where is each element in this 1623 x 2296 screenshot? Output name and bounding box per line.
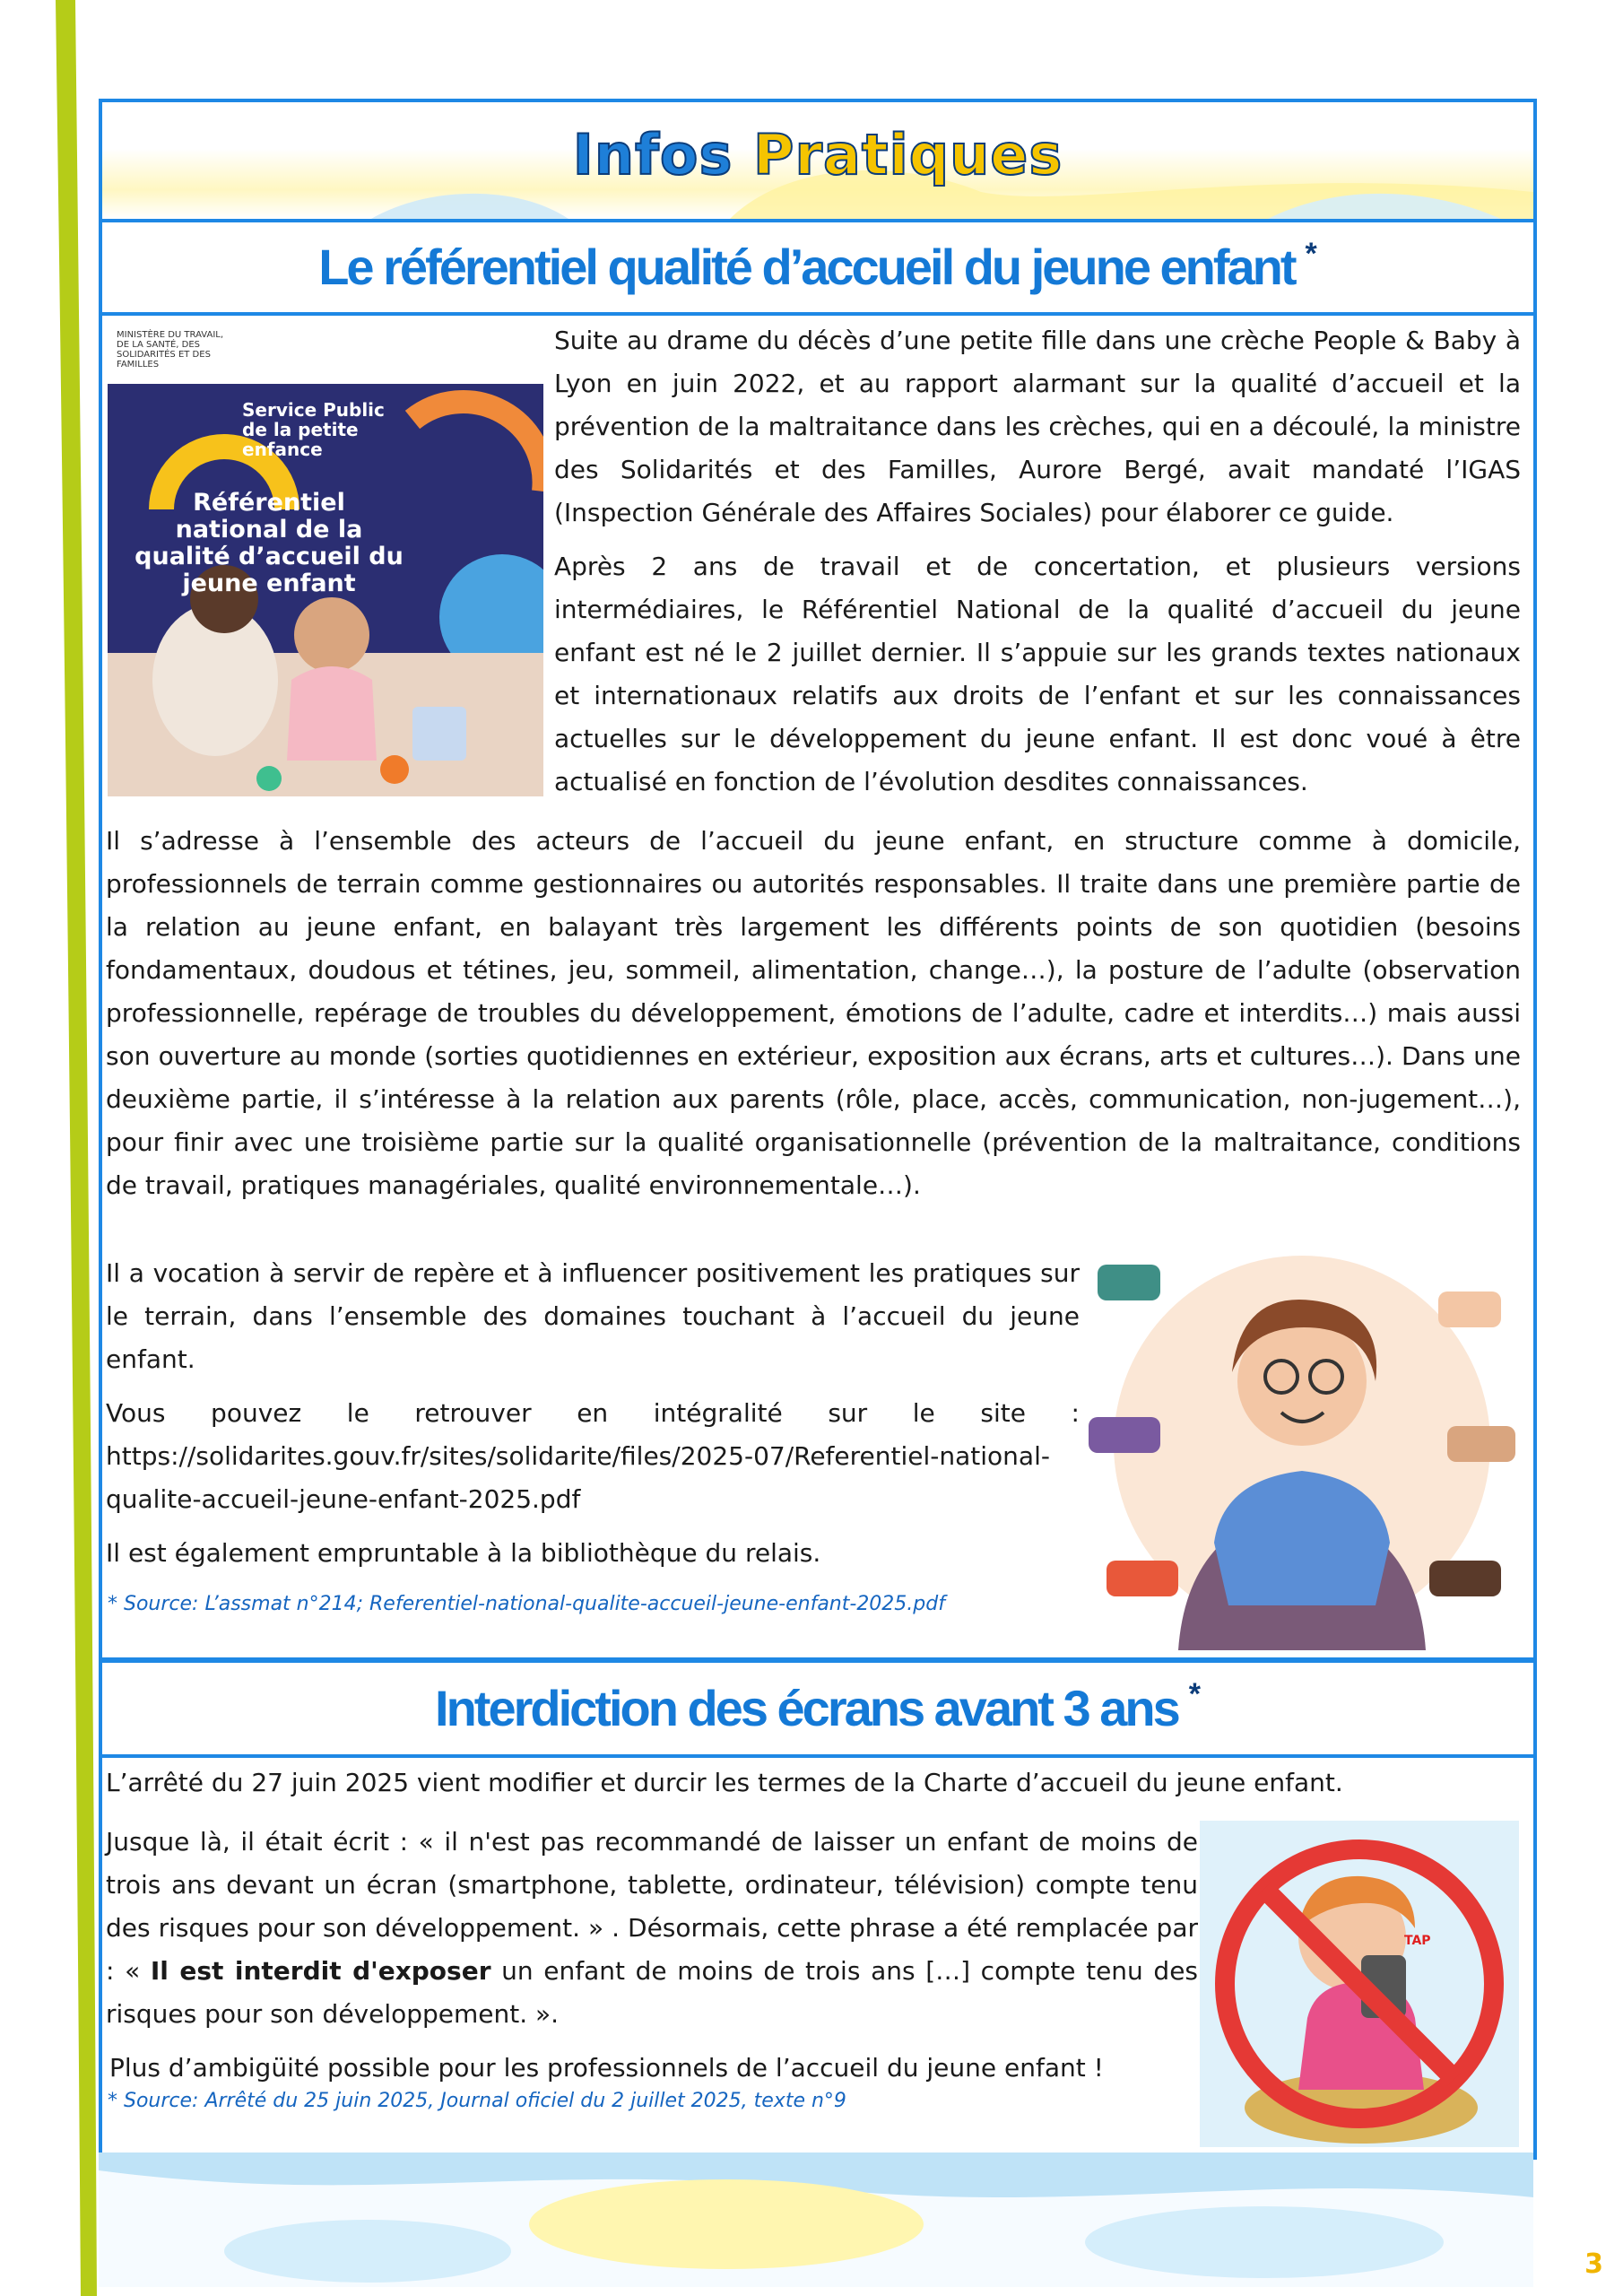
page-number: 3 (1584, 2248, 1603, 2280)
ministry-name: MINISTÈRE DU TRAVAIL, DE LA SANTÉ, DES SOLIDARITÉS ET DES FAMILLES (117, 330, 224, 370)
infos-pratiques-banner (102, 102, 1533, 222)
paragraph-quote: Jusque là, il était écrit : « il n'est pas recommandé de laisser un enfant de moins de trois ans devant un écran (smartphone, tablette, ordinateur, télévision) compte tenu des risques pour son développement. » . Désormais, cette phrase a été remplacée par : « Il est interdit d'exposer un enfant de moins de trois ans […] compte tenu des risques pour son développement. ». (106, 1827, 1199, 2029)
source-note: * Source: L’assmat n°214; Referentiel-national-qualite-accueil-jeune-enfant-2025.pdf (108, 1593, 945, 1615)
ministry-logo (108, 319, 543, 384)
section-title: Interdiction des écrans avant 3 ans * (102, 1663, 1533, 1758)
paragraph: Plus d’ambigüité possible pour les professionnels de l’accueil du jeune enfant ! (109, 2053, 1104, 2083)
source-note: * Source: Arrêté du 25 juin 2025, Journal oficiel du 2 juillet 2025, texte n°9 (108, 2090, 846, 2112)
decorative-stripe (56, 0, 97, 2296)
text-content (106, 820, 1521, 1218)
no-screen-illustration (1200, 1821, 1519, 2147)
text-intro (554, 319, 1521, 814)
bottom-decoration (99, 2152, 1533, 2287)
section-referentiel (99, 99, 1537, 1661)
paragraph: Il s’adresse à l’ensemble des acteurs de l’accueil du jeune enfant, en structure comme à domicile, professionnels de terrain comme gestionnaires ou autorités responsables. Il traite dans une première partie de la relation au jeune enfant, en balayant très largement les différents points de son quotidien (besoins fondamentaux, doudous et tétines, jeu, sommeil, alimentation, change…), la posture de l’adulte (observation professionnelle, repérage de troubles du développement, émotions de l’adulte, cadre et interdits…) mais aussi son ouverture au monde (sorties quotidiennes en extérieur, exposition aux écrans, arts et cultures…). Dans une deuxième partie, il s’intéresse à la relation aux parents (rôle, place, accès, communication, non-jugement…), pour finir avec une troisième partie sur la qualité organisationnelle (prévention de la maltraitance, conditions de travail, pratiques managériales, qualité environnementale…). (106, 826, 1521, 1200)
section-title: Le référentiel qualité d’accueil du jeune enfant * (102, 222, 1533, 316)
banner-title: Infos Pratiques (572, 122, 1063, 187)
paragraph-link: Vous pouvez le retrouver en intégralité sur le site : https://solidarites.gouv.fr/sites/solidarite/files/2025-07/Referentiel-national-qualite-accueil-jeune-enfant-2025.pdf (106, 1398, 1080, 1514)
thumbs-up-illustration (1080, 1229, 1524, 1650)
text-content (102, 1821, 1198, 2100)
paragraph: L’arrêté du 27 juin 2025 vient modifier et durcir les termes de la Charte d’accueil du jeune enfant. (106, 1768, 1343, 1797)
paragraph: Il a vocation à servir de repère et à influencer positivement les pratiques sur le terrain, dans l’ensemble des domaines touchant à l’accueil du jeune enfant. (106, 1258, 1080, 1374)
paragraph: Suite au drame du décès d’une petite fille dans une crèche People & Baby à Lyon en juin 2022, et au rapport alarmant sur la qualité d’accueil et la prévention de la maltraitance dans les crèches, qui en a découlé, la ministre des Solidarités et des Familles, Aurore Bergé, avait mandaté l’IGAS (Inspection Générale des Affaires Sociales) pour élaborer ce guide. (554, 326, 1521, 527)
referentiel-cover-image (108, 319, 543, 796)
cover-title: Référentiel national de la qualité d’accueil du jeune enfant (135, 489, 404, 597)
footnote-marker: * (1305, 237, 1317, 271)
text-intro (102, 1761, 1517, 1815)
tap-text: TAP (1404, 1934, 1431, 1948)
section-ecrans (99, 1659, 1537, 2160)
footnote-marker: * (1188, 1677, 1201, 1711)
text-lower (106, 1252, 1080, 1586)
paragraph: Il est également empruntable à la bibliothèque du relais. (106, 1538, 821, 1568)
bold-phrase: Il est interdit d'exposer (150, 1956, 491, 1986)
paragraph: Après 2 ans de travail et de concertation, et plusieurs versions intermédiaires, le Référentiel National de la qualité d’accueil du jeune enfant est né le 2 juillet dernier. Il s’appuie sur les grands textes nationaux et internationaux relatifs aux droits de l’enfant et sur les connaissances actuelles sur le développement du jeune enfant. Il est donc voué à être actualisé en fonction de l’évolution desdites connaissances. (554, 552, 1521, 796)
service-public-label: Service Public de la petite enfance (242, 399, 385, 460)
